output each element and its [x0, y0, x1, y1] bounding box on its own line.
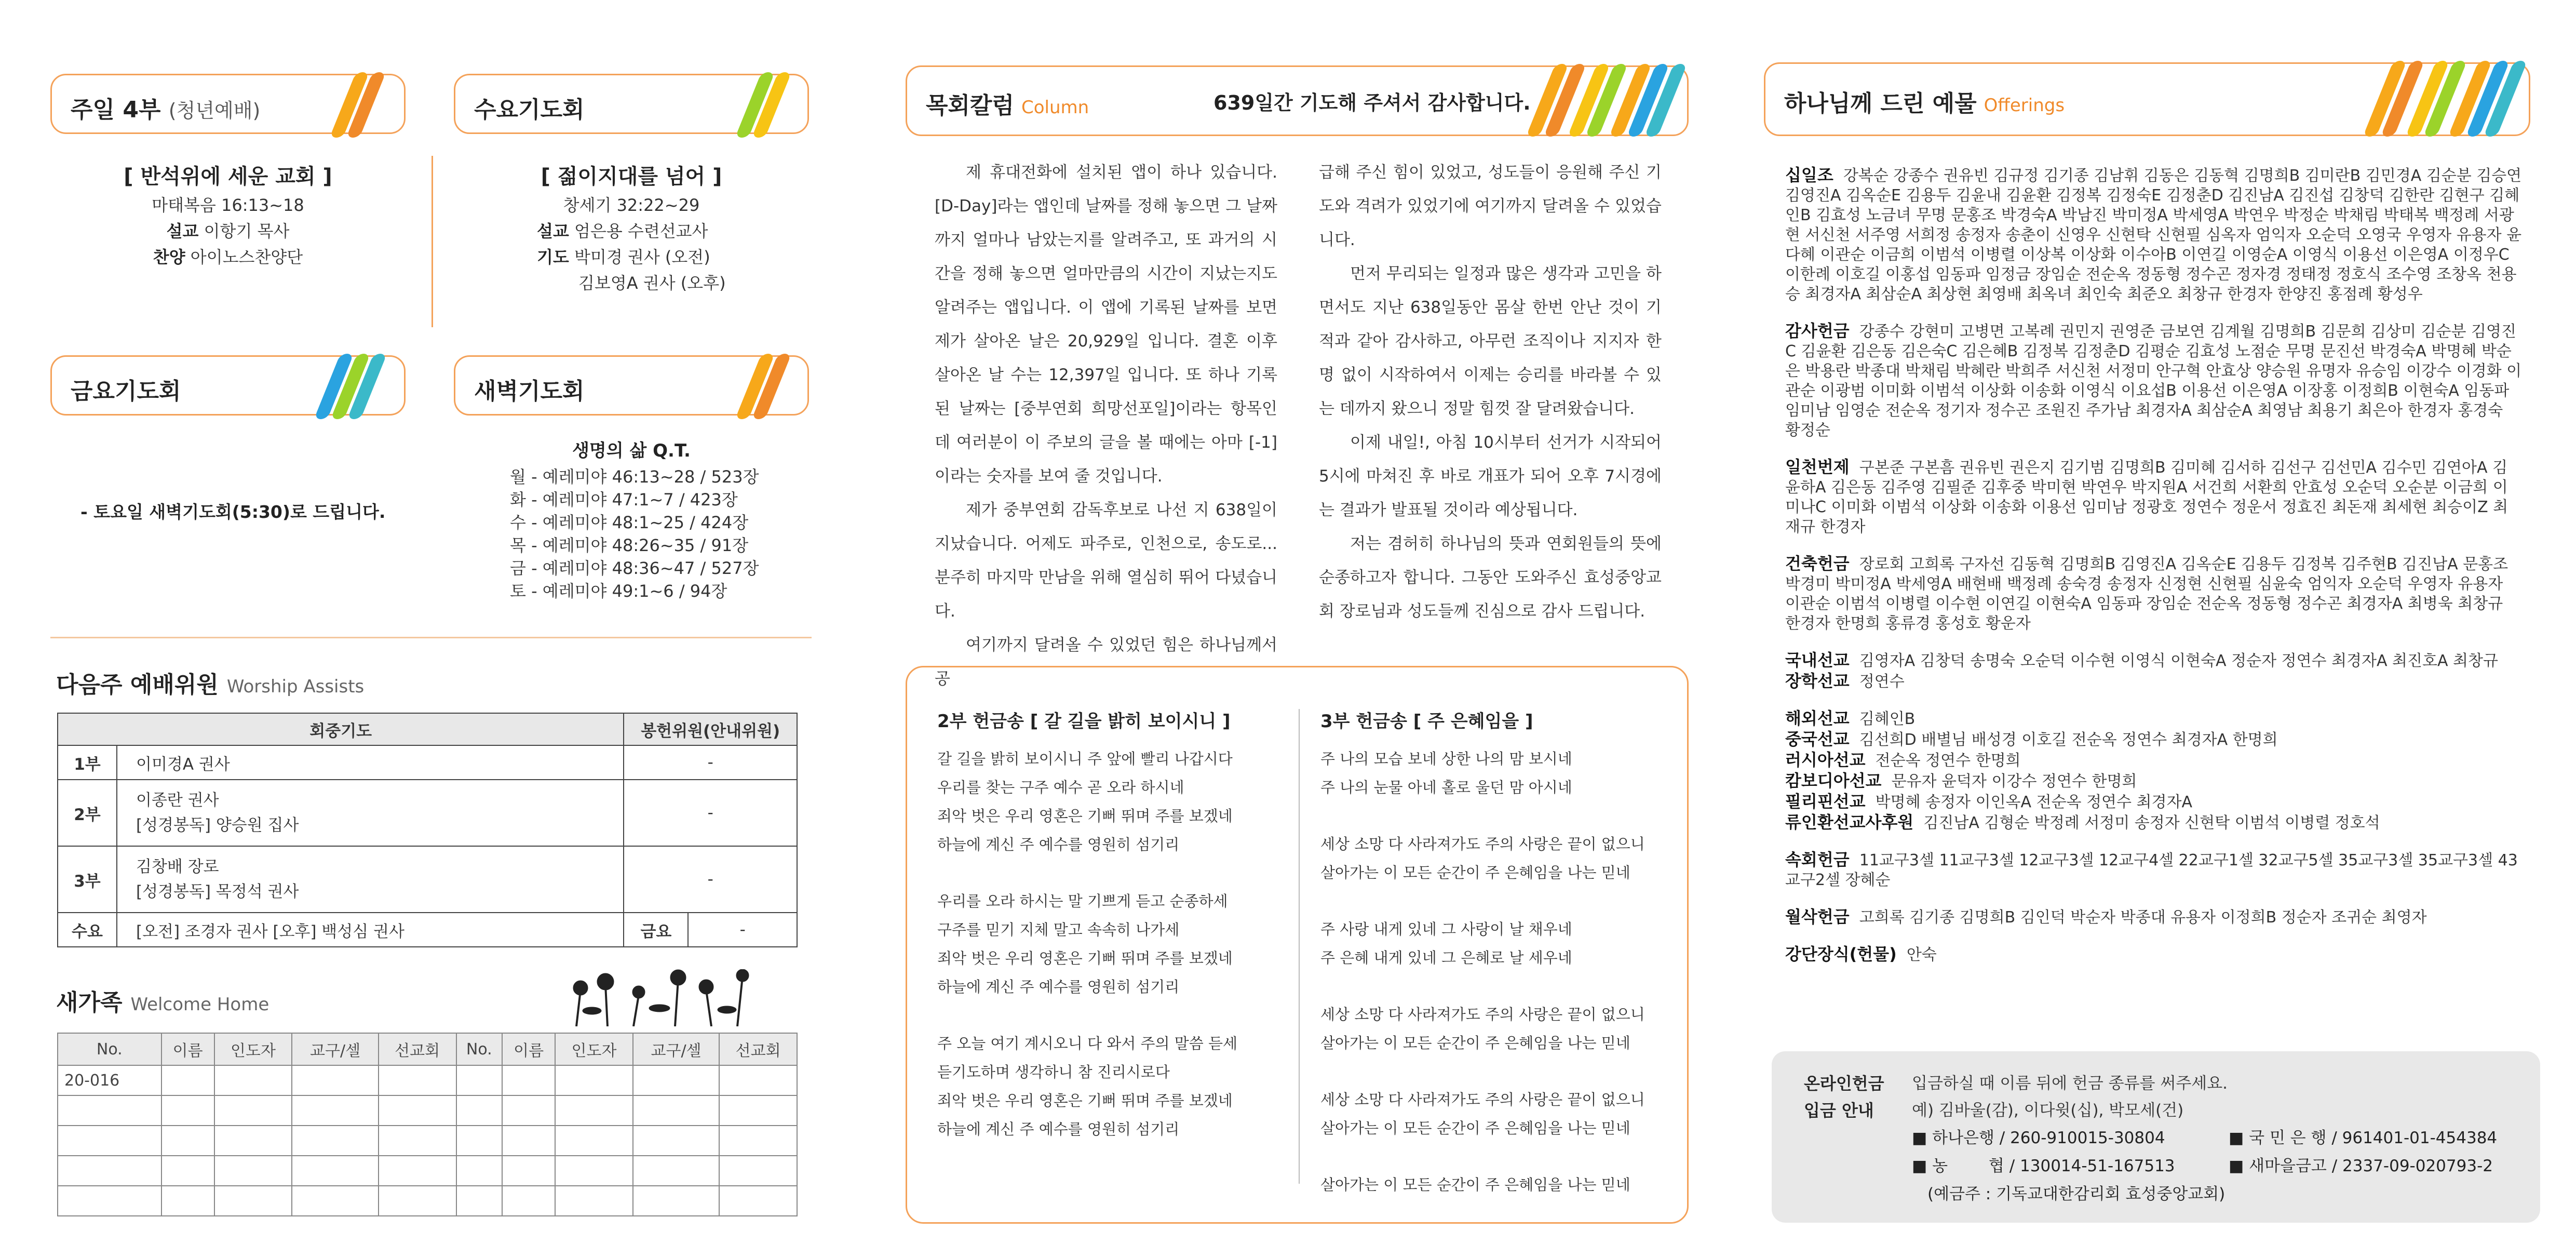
- col-leader: 인도자: [555, 1033, 633, 1065]
- stripe-logo-icon: [736, 72, 798, 138]
- worship-assists-title: 다음주 예배위원 Worship Assists: [56, 672, 365, 698]
- hymn-line: 세상 소망 다 사라져가도 주의 사랑은 끝이 없으니: [1320, 1006, 1645, 1023]
- stripe-logo-icon: [317, 354, 395, 419]
- table-row: [58, 1095, 797, 1126]
- offerings-list: [1785, 165, 2523, 965]
- row-label: 3부: [58, 846, 117, 913]
- row-usher: -: [624, 780, 797, 846]
- account-holder: (예금주 : 기독교대한감리회 효성중앙교회): [1927, 1185, 2226, 1203]
- row-label: 수요: [58, 913, 117, 947]
- hymn-line: 하늘에 계신 주 예수를 영원히 섬기리: [937, 978, 1180, 996]
- column-paragraph: 이제 내일!, 아침 10시부터 선거가 시작되어 5시에 마쳐진 후 바로 개표가 되어 오후 7시경에는 결과가 발표될 것이라 예상됩니다.: [1319, 433, 1662, 519]
- stripe-logo-icon: [736, 354, 798, 419]
- friday-title: 금요기도회: [71, 378, 181, 405]
- offering-entry: 장학선교 정연수: [1785, 671, 1905, 691]
- row-label-2: 금요: [624, 913, 688, 947]
- hymn-line: 주 은혜 내게 있네 그 은혜로 날 세우네: [1320, 949, 1572, 967]
- qt-line: 목 - 예레미야 48:26~35 / 91장: [510, 536, 749, 555]
- col-cell: 교구/셀: [292, 1033, 378, 1065]
- hymn-line: 주 오늘 여기 계시오니 다 와서 주의 말씀 듣세: [937, 1035, 1237, 1052]
- hymns-box: [906, 666, 1689, 1224]
- col-leader: 인도자: [214, 1033, 292, 1065]
- col-no: No.: [58, 1033, 161, 1065]
- row-reader: [성경봉독] 양승원 집사: [136, 816, 299, 835]
- hymn-line: 살아가는 이 모든 순간이 주 은혜임을 나는 믿네: [1320, 1119, 1630, 1137]
- stripe-logo-icon: [2363, 61, 2529, 137]
- hymns-divider: [1299, 709, 1300, 1184]
- stripe-logo-icon: [1525, 64, 1686, 137]
- dawn-header: [454, 355, 809, 416]
- hymn-line: 구주를 믿기 지체 말고 속속히 나가세: [937, 921, 1180, 939]
- hymn-line: 죄악 벗은 우리 영혼은 기뻐 뛰며 주를 보겠네: [937, 807, 1233, 825]
- table-row: 20-016: [58, 1065, 797, 1095]
- row-prayer: [오전] 조경자 권사 [오후] 백성심 권사: [117, 913, 624, 947]
- hymn-line: 주 나의 눈물 아네 홀로 울던 맘 아시네: [1320, 779, 1572, 796]
- wednesday-content: [454, 161, 809, 296]
- wednesday-prayer-1: 박미경 권사 (오전): [574, 247, 710, 267]
- col-mission: 선교회: [379, 1033, 456, 1065]
- offering-entry: 강단장식(헌물) 안숙: [1785, 944, 1937, 964]
- offering-entry: 건축헌금 장로회 고희록 구자선 김동혁 김명희B 김영진A 김옥순E 김용두 김정복 김주현B 김진남A 문홍조 박경미 박미정A 박세영A 배현배 백정례 송숙경 송정자 신정현 신현필 심윤숙 엄익자 오순덕 우영자 유용자 이관순 이범석 이병렬 이수현 이연길 이현숙A 임동파 장임순 전순옥 정동형 정수곤 최경자A 최병욱 최창규 한경자 한명희 홍류경 홍성호 황운자: [1785, 554, 2508, 633]
- qt-line: 금 - 예레미야 48:36~47 / 527장: [510, 558, 759, 578]
- online-offering-box: [1772, 1051, 2540, 1223]
- sunday-preach-label: 설교: [166, 221, 199, 241]
- welcome-table: [57, 1033, 798, 1216]
- offering-entry: 속회헌금 11교구3셀 11교구3셀 12교구3셀 12교구4셀 22교구1셀 32교구5셀 35교구3셀 35교구3셀 43교구2셀 장혜순: [1785, 850, 2518, 889]
- hymn-line: 살아가는 이 모든 순간이 주 은혜임을 나는 믿네: [1320, 1176, 1630, 1194]
- qt-line: 수 - 예레미야 48:1~25 / 424장: [510, 513, 749, 532]
- row-prayer: 이미경A 권사: [117, 745, 624, 780]
- hymn-line: 하늘에 계신 주 예수를 영원히 섬기리: [937, 1120, 1180, 1138]
- wednesday-prayer-2: 김보영A 권사 (오후): [578, 273, 726, 293]
- hymn-line: 주 사랑 내게 있네 그 사랑이 날 채우네: [1320, 920, 1572, 938]
- hymn-line: 죄악 벗은 우리 영혼은 기뻐 뛰며 주를 보겠네: [937, 949, 1233, 967]
- row-label: 2부: [58, 780, 117, 846]
- column-body-left: [935, 156, 1277, 696]
- column-paragraph: 먼저 무리되는 일정과 많은 생각과 고민을 하면서도 지난 638일동안 몸살 한번 안난 것이 기적과 같아 감사하고, 아무런 조직이나 지지자 한 명 없이 시작하여서 이제는 승리를 바라볼 수 있는 데까지 왔으니 정말 힘껏 잘 달려왔습니다.: [1319, 264, 1662, 418]
- col-no: No.: [456, 1033, 503, 1065]
- flowers-icon: [556, 969, 805, 1026]
- offering-entry: 필리핀선교 박명혜 송정자 이인옥A 전순옥 정연수 최경자A: [1785, 792, 2193, 811]
- wednesday-preach-label: 설교: [537, 221, 569, 241]
- offering-entry: 국내선교 김영자A 김창덕 송명숙 오순덕 이수현 이영식 이현숙A 정순자 정연수 최경자A 최진호A 최창규: [1785, 650, 2499, 670]
- table-row: [58, 1126, 797, 1156]
- qt-line: 월 - 예레미야 46:13~28 / 523장: [510, 467, 759, 487]
- wednesday-header: [454, 74, 809, 134]
- online-example: 예) 김바울(감), 이다윗(십), 박모세(건): [1912, 1101, 2184, 1120]
- worship-assists-table: [57, 713, 798, 947]
- offering-entry: 러시아선교 전순옥 정연수 한명희: [1785, 750, 2021, 770]
- sunday-choir-label: 찬양: [153, 247, 185, 267]
- column-paragraph: 제가 중부연회 감독후보로 나선 지 638일이 지났습니다. 어제도 파주로, 인천으로, 송도로... 분주히 마지막 만남을 위해 열심히 뛰어 다녔습니다.: [935, 501, 1277, 621]
- offering-entry: 류인환선교사후원 김진남A 김형순 박정례 서정미 송정자 신현탁 이범석 이병렬 정호석: [1785, 812, 2380, 832]
- hymn-line: 세상 소망 다 사라져가도 주의 사랑은 끝이 없으니: [1320, 835, 1645, 853]
- sunday-title: 주일 4부: [71, 97, 161, 123]
- welcome-title: 새가족 Welcome Home: [56, 989, 269, 1016]
- sunday-preacher: 이항기 목사: [204, 221, 290, 241]
- column-paragraph: 제 휴대전화에 설치된 앱이 하나 있습니다. [D-Day]라는 앱인데 날짜를 정해 놓으면 그 날짜까지 얼마나 남았는지를 알려주고, 또 과거의 시간을 정해 놓으면 얼마만큼의 시간이 지났는지도 알려주는 앱입니다. 이 앱에 기록된 날짜를 보면 제가 살아온 날은 20,929일 입니다. 결혼 이후 살아온 날 수는 12,397일 입니다. 또 하나 기록된 날짜는 [중부연회 희망선포일]이라는 항목인데 여러분이 이 주보의 글을 볼 때에는 아마 [-1] 이라는 숫자를 보여 줄 것입니다.: [935, 163, 1277, 486]
- hymn-line: 세상 소망 다 사라져가도 주의 사랑은 끝이 없으니: [1320, 1091, 1645, 1108]
- row-label: 1부: [58, 745, 117, 780]
- offering-entry: 일천번제 구본준 구본흠 권유빈 권은지 김기범 김명희B 김미혜 김서하 김선구 김선민A 김수민 김연아A 김윤하A 김은동 김주영 김필준 김후중 박미현 박연우 박지원A 서건희 서환희 안효성 오순덕 오순분 이금희 이미나C 이미화 이범석 이상화 이송화 이용선 임미남 정광호 정연수 정운서 정효진 최돈재 최세현 최승이Z 최재규 한경자: [1785, 457, 2508, 536]
- offerings-header: [1764, 62, 2530, 136]
- online-label: 온라인헌금: [1804, 1074, 1884, 1093]
- offerings-title-en: Offerings: [1984, 95, 2065, 116]
- offering-entry: 해외선교 김혜인B: [1785, 708, 1916, 728]
- friday-header: [50, 355, 406, 416]
- hymn-line: 살아가는 이 모든 순간이 주 은혜임을 나는 믿네: [1320, 864, 1630, 881]
- offering-entry: 캄보디아선교 문유자 윤덕자 이강수 정연수 한명희: [1785, 771, 2137, 791]
- qt-title: 생명의 삶 Q.T.: [572, 440, 691, 461]
- row-usher: -: [624, 745, 797, 780]
- bank-account: ■ 국 민 은 행 / 961401-01-454384: [2229, 1129, 2498, 1147]
- col-mission: 선교회: [719, 1033, 797, 1065]
- hymn-left: [937, 707, 1280, 1144]
- offering-entry: 십일조 강복순 강종수 권유빈 김규정 김기종 김남휘 김동은 김동혁 김명희B 김미란B 김민경A 김순분 김승연 김영진A 김옥순E 김용두 김윤내 김윤환 김정복 김정숙E 김정춘D 김진남A 김진섭 김창덕 김한란 김현구 김혜인B 김효성 노금녀 무명 문홍조 박경숙A 박남진 박미정A 박세영A 박연우 박정순 박채림 박태복 백정례 서광현 서신천 서주영 서희정 송정자 송춘이 신영우 신현탁 신현필 심옥자 엄익자 오순덕 오영국 우영자 유용자 윤다혜 이관순 이금희 이범석 이병렬 이상복 이상화 이수아B 이연길 이영순A 이영식 이용선 이은영A 이정우C 이한례 이호길 이홍섭 임동파 임정금 장임순 전순옥 정동형 정수곤 정자경 정태정 정호식 조수영 조창옥 천용승 최경자A 최삼순A 최상현 최영배 최옥녀 최인숙 최준오 최창규 한경자 한양진 홍점례 황성우: [1785, 165, 2522, 303]
- qt-line: 화 - 예레미야 47:1~7 / 423장: [510, 490, 738, 510]
- column-title-en: Column: [1021, 97, 1089, 118]
- row-prayer: 이종란 권사: [136, 791, 219, 810]
- column-body-right: [1319, 156, 1662, 628]
- sunday-header: [50, 74, 406, 134]
- offering-entry: 감사헌금 강종수 강현미 고병면 고복례 권민지 권영준 금보연 김계월 김명희B 김문희 김상미 김순분 김영진C 김윤환 김은동 김은숙C 김은혜B 김정복 김정춘D 김평순 김효성 노점순 무명 문진선 박경숙A 박명혜 박순은 박용란 박종대 박채림 박혜란 박희주 서신천 서정미 안구혁 안효상 양승원 유명자 유승임 이강수 이경화 이관순 이광범 이미화 이범석 이상화 이송화 이영식 이요섭B 이용선 이은영A 이장홍 이정희B 이현숙A 임동파 임미남 임영순 전순옥 정기자 정수곤 조원진 주가남 최경자A 최삼순A 최영남 최용기 최은아 한경자 홍경숙 황정순: [1785, 321, 2522, 439]
- wednesday-sermon-title: [ 젊이지대를 넘어 ]: [541, 165, 722, 189]
- row-reader: [성경봉독] 목정석 권사: [136, 882, 299, 901]
- hymn-line: 하늘에 계신 주 예수를 영원히 섬기리: [937, 836, 1180, 853]
- header-prayer: 회중기도: [58, 713, 624, 745]
- deposit-label: 입금 안내: [1804, 1101, 1874, 1120]
- hymn-line: 듣기도하며 생각하니 참 진리시로다: [937, 1063, 1170, 1081]
- qt-line: 토 - 예레미야 49:1~6 / 94장: [510, 581, 727, 601]
- table-row: [58, 1156, 797, 1186]
- friday-note: - 토요일 새벽기도회(5:30)로 드립니다.: [80, 502, 386, 522]
- row-usher: -: [624, 846, 797, 913]
- offerings-title: 하나님께 드린 예물: [1784, 90, 1977, 117]
- hymn-line: 우리를 찾는 구주 예수 곧 오라 하시네: [937, 779, 1184, 796]
- bank-account: ■ 하나은행 / 260-910015-30804: [1912, 1129, 2165, 1147]
- sunday-scripture: 마태복음 16:13~18: [152, 195, 304, 215]
- offering-entry: 중국선교 김선희D 배별님 배성경 이호길 전순옥 정연수 최경자A 한명희: [1785, 729, 2278, 749]
- online-instruction: 입금하실 때 이름 뒤에 헌금 종류를 써주세요.: [1912, 1074, 2228, 1093]
- hymn-line: 우리를 오라 하시는 말 기쁘게 듣고 순종하세: [937, 892, 1228, 910]
- hymn-line: 살아가는 이 모든 순간이 주 은혜임을 나는 믿네: [1320, 1034, 1630, 1052]
- column-paragraph: 급해 주신 힘이 있었고, 성도들이 응원해 주신 기도와 격려가 있었기에 여기까지 달려올 수 있었습니다.: [1319, 163, 1662, 249]
- column-divider: [431, 156, 433, 327]
- bank-account: ■ 새마을금고 / 2337-09-020793-2: [2229, 1157, 2493, 1175]
- col-cell: 교구/셀: [633, 1033, 719, 1065]
- offering-entry: 월삭헌금 고희록 김기종 김명희B 김인덕 박순자 박종대 유용자 이정희B 정순자 조귀순 최영자: [1785, 907, 2427, 927]
- dawn-title: 새벽기도회: [474, 378, 585, 405]
- hymn-title: 3부 헌금송 [ 주 은혜임을 ]: [1320, 711, 1533, 732]
- wednesday-scripture: 창세기 32:22~29: [563, 195, 700, 215]
- dawn-content: [454, 436, 809, 603]
- hymn-line: 갈 길을 밝히 보이시니 주 앞에 빨리 나갑시다: [937, 750, 1233, 768]
- header-usher: 봉헌위원(안내위원): [624, 713, 797, 745]
- sunday-choir: 아이노스찬양단: [190, 247, 303, 267]
- hymn-title: 2부 헌금송 [ 갈 길을 밝히 보이시니 ]: [937, 711, 1231, 732]
- column-header: [906, 65, 1689, 136]
- wednesday-preacher: 엄은용 수련선교사: [574, 221, 708, 241]
- bank-account: ■ 농 협 / 130014-51-167513: [1912, 1157, 2175, 1175]
- col-name: 이름: [502, 1033, 555, 1065]
- wednesday-prayer-label: 기도: [537, 247, 569, 267]
- section-divider: [50, 637, 812, 638]
- table-row: [58, 1186, 797, 1216]
- hymn-line: 죄악 벗은 우리 영혼은 기뻐 뛰며 주를 보겠네: [937, 1092, 1233, 1109]
- column-paragraph: 저는 겸허히 하나님의 뜻과 연회원들의 뜻에 순종하고자 합니다. 그동안 도와주신 효성중앙교회 장로님과 성도들께 진심으로 감사 드립니다.: [1319, 534, 1662, 621]
- stripe-logo-icon: [332, 72, 395, 138]
- col-name: 이름: [161, 1033, 214, 1065]
- hymn-line: 주 나의 모습 보네 상한 나의 맘 보시네: [1320, 750, 1572, 768]
- column-title: 목회칼럼: [926, 92, 1015, 119]
- sunday-content: [50, 161, 406, 270]
- wednesday-title: 수요기도회: [474, 97, 585, 123]
- column-subtitle: 639일간 기도해 주셔서 감사합니다.: [1213, 91, 1531, 114]
- hymn-right: [1320, 707, 1674, 1199]
- row-prayer: 김창배 장로: [136, 858, 219, 876]
- column-paragraph: 여기까지 달려올 수 있었던 힘은 하나님께서 공: [935, 636, 1277, 688]
- sunday-sermon-title: [ 반석위에 세운 교회 ]: [124, 165, 332, 189]
- sunday-title-sub: (청년예배): [168, 99, 261, 122]
- row-usher: -: [688, 913, 797, 947]
